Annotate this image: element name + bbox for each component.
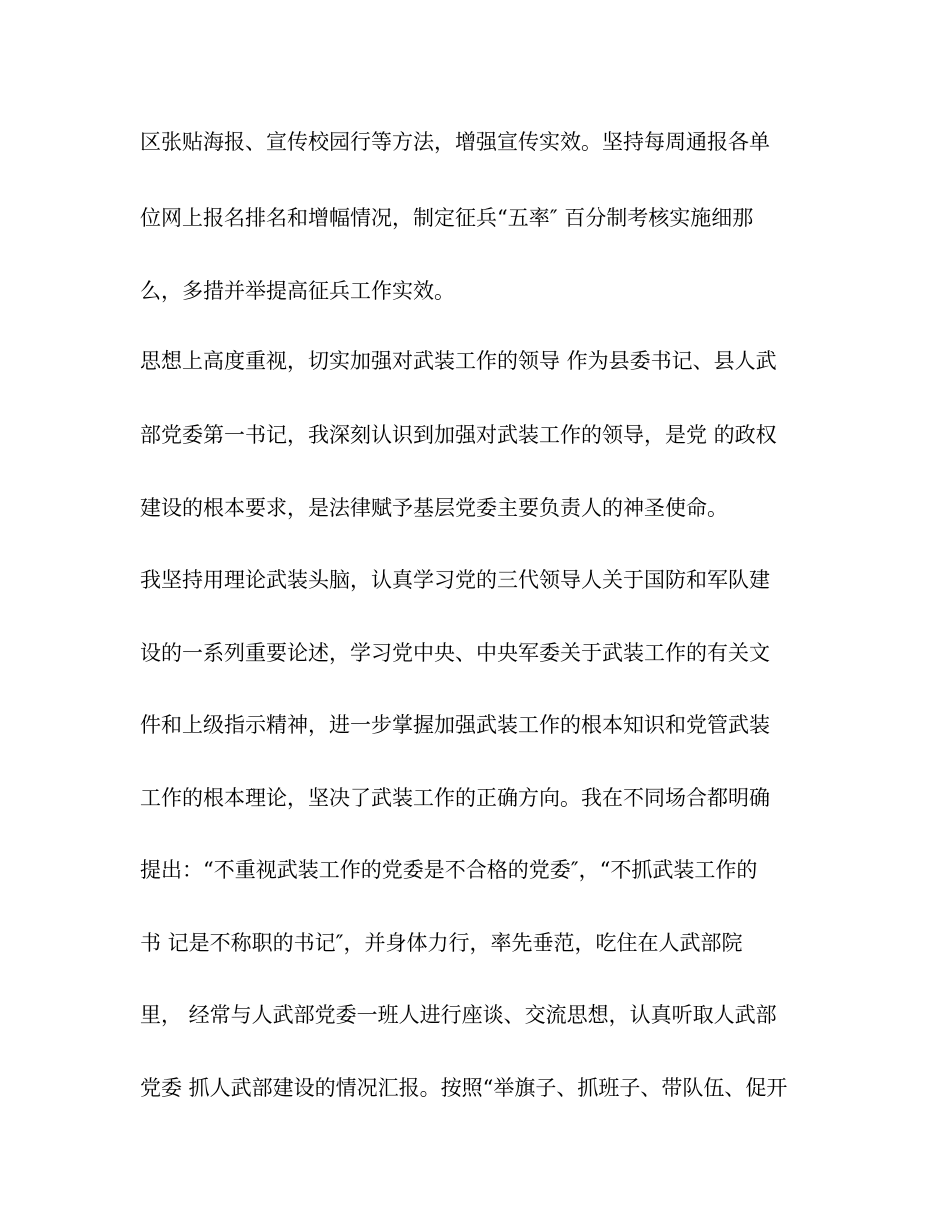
text-line: 件和上级指示精神，进一步掌握加强武装工作的根本知识和党管武装: [140, 713, 770, 737]
text-line: 设的一系列重要论述，学习党中央、中央军委关于武装工作的有关文: [140, 641, 770, 665]
text-line: 部党委第一书记，我深刻认识到加强对武装工作的领导，是党 的政权: [140, 423, 777, 447]
text-line: 里， 经常与人武部党委一班人进行座谈、交流思想，认真听取人武部: [140, 1003, 777, 1027]
text-line: 我坚持用理论武装头脑，认真学习党的三代领导人关于国防和军队建: [140, 568, 770, 592]
text-line: 提出：“不重视武装工作的党委是不合格的党委″，“不抓武装工作的: [140, 858, 758, 882]
text-line: 书 记是不称职的书记″，并身体力行，率先垂范，吃住在人武部院: [140, 931, 743, 955]
text-line: 党委 抓人武部建设的情况汇报。按照“举旗子、抓班子、带队伍、促开: [140, 1076, 788, 1100]
text-line: 位网上报名排名和增幅情况，制定征兵“五率″ 百分制考核实施细那: [140, 206, 754, 230]
text-line: 区张贴海报、宣传校园行等方法，增强宣传实效。坚持每周通报各单: [140, 130, 770, 154]
text-line: 工作的根本理论，坚决了武装工作的正确方向。我在不同场合都明确: [140, 786, 770, 810]
text-line: 么，多措并举提高征兵工作实效。: [140, 279, 455, 303]
text-line: 思想上高度重视，切实加强对武装工作的领导 作为县委书记、县人武: [140, 349, 777, 373]
text-line: 建设的根本要求，是法律赋予基层党委主要负责人的神圣使命。: [140, 496, 728, 520]
